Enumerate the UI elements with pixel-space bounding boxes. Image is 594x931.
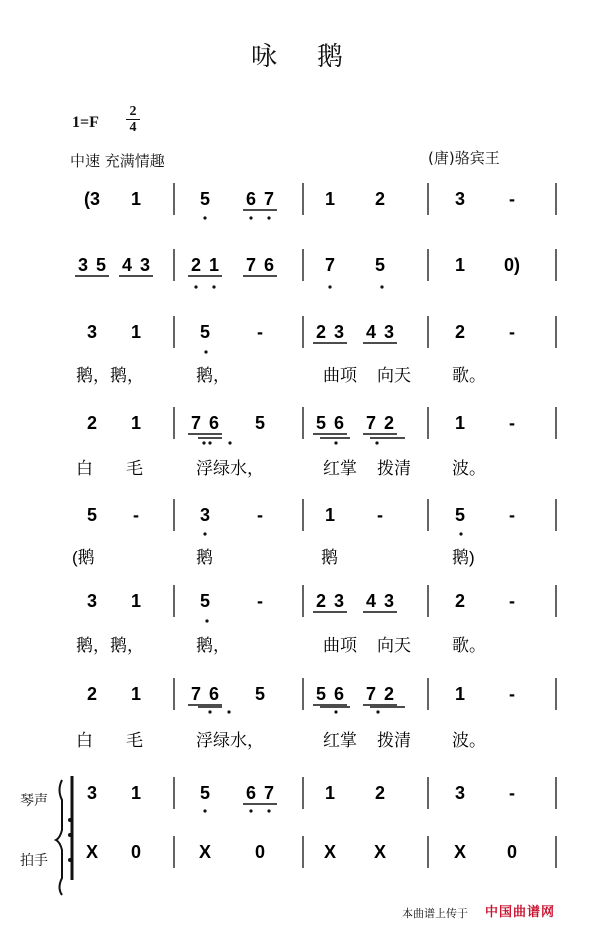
note: 2 [374, 189, 386, 209]
octave-dot [334, 441, 337, 444]
note: 3 [86, 322, 98, 342]
octave-dot [376, 710, 379, 713]
note: 5 [254, 413, 266, 433]
lyric: 歌。 [452, 366, 486, 385]
note: X [323, 842, 337, 862]
note: 3 [86, 591, 98, 611]
note: 0) [503, 255, 521, 275]
lyric: 鹅， [196, 366, 230, 385]
lyric: 曲项 [323, 636, 357, 655]
lyric: 鹅，鹅， [76, 366, 144, 385]
note: 1 [454, 413, 466, 433]
note: 5 [199, 591, 211, 611]
lyric: 白 [76, 459, 93, 478]
octave-dot [208, 710, 211, 713]
note: - [509, 505, 515, 525]
note: 6 [245, 783, 257, 803]
note: 7 [263, 783, 275, 803]
repeat-dot [68, 833, 72, 837]
note: 1 [454, 255, 466, 275]
octave-dot [208, 441, 211, 444]
note: X [373, 842, 387, 862]
octave-dot [202, 441, 205, 444]
note: 6 [333, 413, 345, 433]
note: 3 [383, 591, 395, 611]
note: 3 [383, 322, 395, 342]
note: 2 [454, 591, 466, 611]
octave-dot [380, 285, 383, 288]
note: - [509, 783, 515, 803]
note: 2 [383, 413, 395, 433]
lyric: 红掌 [323, 731, 357, 750]
note: - [377, 505, 383, 525]
octave-dot [375, 441, 378, 444]
note: 3 [454, 189, 466, 209]
note: 0 [506, 842, 518, 862]
note: 5 [374, 255, 386, 275]
note: 1 [130, 684, 142, 704]
note: - [509, 684, 515, 704]
note: X [453, 842, 467, 862]
note: - [509, 322, 515, 342]
instrument-label-clap: 拍手 [20, 853, 48, 869]
lyric: 红掌 [323, 459, 357, 478]
note: 7 [190, 413, 202, 433]
note: 1 [130, 413, 142, 433]
lyric: 拨清 [377, 459, 411, 478]
octave-dot [194, 285, 197, 288]
note: 1 [324, 783, 336, 803]
note: 2 [315, 322, 327, 342]
note: - [509, 189, 515, 209]
octave-dot [203, 216, 206, 219]
note: 5 [86, 505, 98, 525]
note: 2 [454, 322, 466, 342]
note: 5 [315, 684, 327, 704]
note: 3 [139, 255, 151, 275]
note: 1 [130, 189, 142, 209]
note: 3 [333, 322, 345, 342]
note: 3 [199, 505, 211, 525]
note: X [198, 842, 212, 862]
note: - [133, 505, 139, 525]
note: 2 [190, 255, 202, 275]
author: (唐)骆宾王 [428, 149, 500, 167]
note: 2 [86, 684, 98, 704]
note: 5 [199, 783, 211, 803]
note: 3 [86, 783, 98, 803]
note: - [257, 322, 263, 342]
note: 4 [365, 322, 377, 342]
lyric: 波。 [452, 731, 486, 750]
octave-dot [328, 285, 331, 288]
octave-dot [227, 710, 230, 713]
note: 5 [254, 684, 266, 704]
octave-dot [249, 216, 252, 219]
lyric: 毛 [126, 731, 143, 750]
lyric: 鹅) [452, 548, 475, 567]
note: 6 [245, 189, 257, 209]
note: 3 [77, 255, 89, 275]
note: 1 [324, 505, 336, 525]
note: 0 [254, 842, 266, 862]
lyric: 向天 [377, 636, 411, 655]
octave-dot [205, 619, 208, 622]
note: 4 [121, 255, 133, 275]
lyric: 白 [76, 731, 93, 750]
note: 7 [324, 255, 336, 275]
note: 5 [95, 255, 107, 275]
lyric: 波。 [452, 459, 486, 478]
note: 7 [190, 684, 202, 704]
lyric: 鹅， [196, 636, 230, 655]
repeat-dot [68, 818, 72, 822]
footer-text: 本曲谱上传于 [402, 907, 468, 920]
note: 5 [199, 322, 211, 342]
lyric: (鹅 [72, 548, 95, 567]
lyric: 浮绿水， [196, 731, 264, 750]
page-title: 咏鹅 [250, 42, 383, 72]
note: 4 [365, 591, 377, 611]
note: 1 [130, 591, 142, 611]
note: 5 [454, 505, 466, 525]
lyric: 毛 [126, 459, 143, 478]
octave-dot [459, 532, 462, 535]
note: 1 [130, 783, 142, 803]
repeat-dot [68, 858, 72, 862]
note: 3 [333, 591, 345, 611]
octave-dot [249, 809, 252, 812]
note: - [257, 591, 263, 611]
note: 6 [208, 413, 220, 433]
octave-dot [212, 285, 215, 288]
note: 5 [199, 189, 211, 209]
time-signature-numerator: 2 [126, 104, 140, 120]
note: - [509, 413, 515, 433]
note: 6 [263, 255, 275, 275]
instrument-label-piano: 琴声 [20, 793, 48, 809]
note: X [85, 842, 99, 862]
note: 2 [86, 413, 98, 433]
note: 1 [208, 255, 220, 275]
lyric: 鹅 [321, 548, 338, 567]
octave-dot [203, 532, 206, 535]
note: - [509, 591, 515, 611]
octave-dot [267, 809, 270, 812]
lyric: 鹅，鹅， [76, 636, 144, 655]
lyric: 拨清 [377, 731, 411, 750]
octave-dot [334, 710, 337, 713]
note: 6 [333, 684, 345, 704]
note: 7 [365, 413, 377, 433]
lyric: 向天 [377, 366, 411, 385]
tempo-marking: 中速 充满情趣 [70, 152, 165, 170]
staff-brace [56, 780, 62, 895]
note: 2 [315, 591, 327, 611]
note: (3 [83, 189, 101, 209]
site-logo: 中国曲谱网 [485, 905, 556, 920]
lyric: 浮绿水， [196, 459, 264, 478]
lyric: 鹅 [196, 548, 213, 567]
note: 6 [208, 684, 220, 704]
note: 1 [130, 322, 142, 342]
octave-dot [204, 350, 207, 353]
time-signature-denominator: 4 [129, 120, 137, 135]
note: 3 [454, 783, 466, 803]
note: 7 [365, 684, 377, 704]
octave-dot [267, 216, 270, 219]
note: 7 [263, 189, 275, 209]
note: 2 [383, 684, 395, 704]
octave-dot [228, 441, 231, 444]
lyric: 歌。 [452, 636, 486, 655]
note: 1 [324, 189, 336, 209]
note: 2 [374, 783, 386, 803]
octave-dot [203, 809, 206, 812]
note: 0 [130, 842, 142, 862]
key-signature: 1=F [72, 114, 99, 131]
note: - [257, 505, 263, 525]
note: 5 [315, 413, 327, 433]
lyric: 曲项 [323, 366, 357, 385]
note: 7 [245, 255, 257, 275]
note: 1 [454, 684, 466, 704]
